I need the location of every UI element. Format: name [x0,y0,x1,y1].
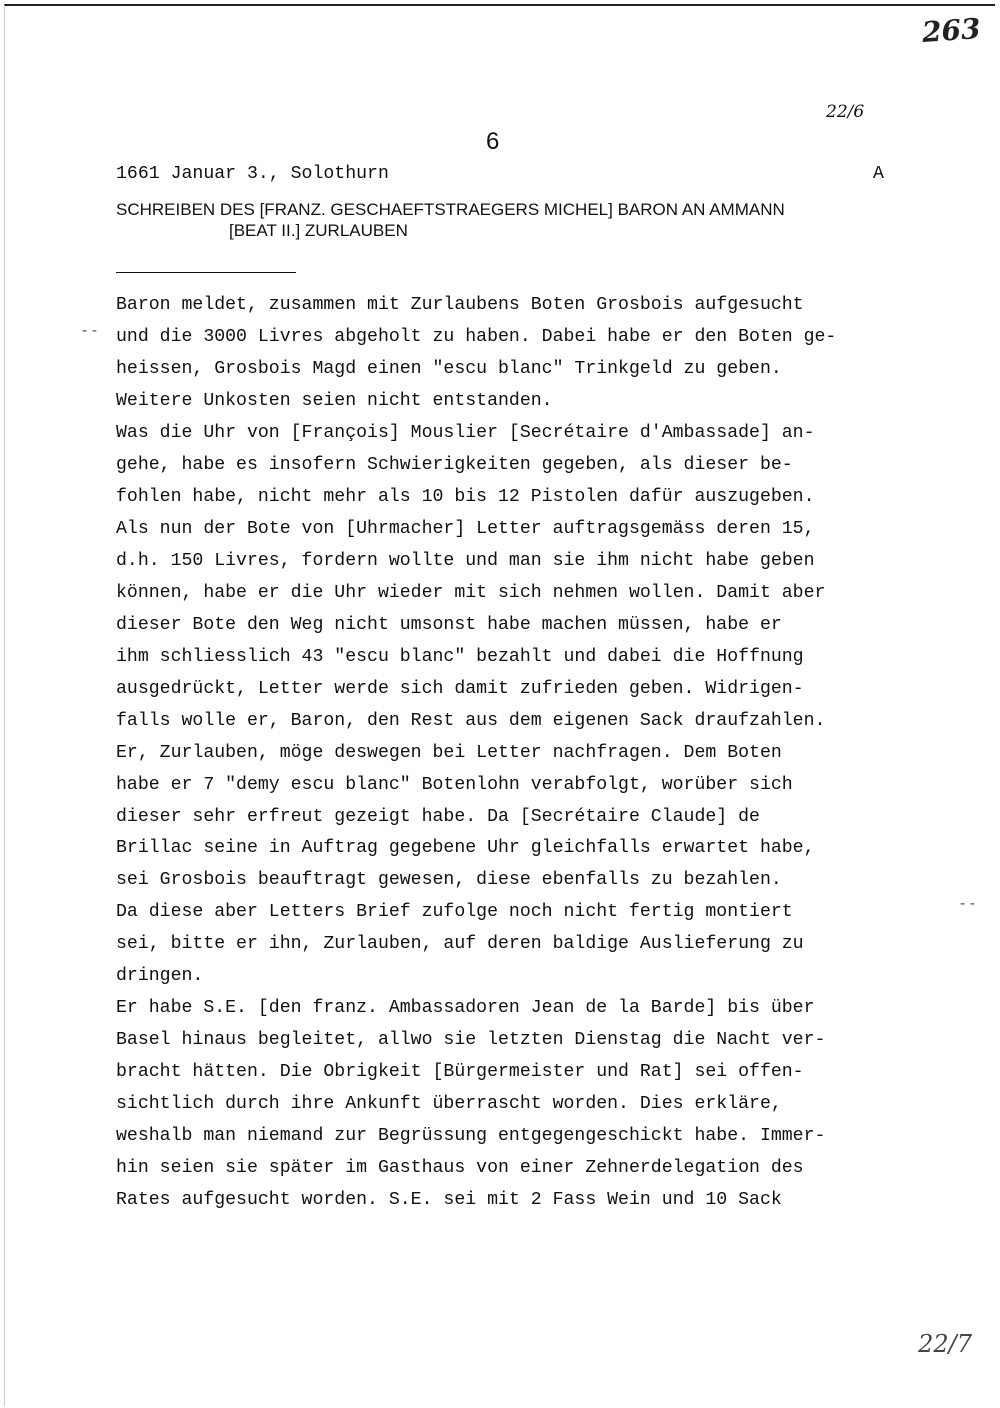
text-line: können, habe er die Uhr wieder mit sich nehmen wollen. Damit aber [116,582,826,603]
text-line: hin seien sie später im Gasthaus von einer Zehnerdelegation des [116,1158,804,1179]
text-line: Als nun der Bote von [Uhrmacher] Letter auftragsgemäss deren 15, [116,518,815,539]
text-line: Er, Zurlauben, möge deswegen bei Letter nachfragen. Dem Boten [116,742,782,763]
margin-dash-right: - - [960,895,976,912]
header-rule [116,272,296,273]
text-line: und die 3000 Livres abgeholt zu haben. Dabei habe er den Boten ge- [116,326,837,347]
text-line: sei Grosbois beauftragt gewesen, diese ebenfalls zu bezahlen. [116,870,782,891]
text-line: ausgedrückt, Letter werde sich damit zufrieden geben. Widrigen- [116,678,804,699]
document-reference: 22/6 [826,102,865,122]
text-line: sichtlich durch ihre Ankunft überrascht worden. Dies erkläre, [116,1094,782,1115]
text-line: Was die Uhr von [François] Mouslier [Secrétaire d'Ambassade] an- [116,422,815,443]
text-line: falls wolle er, Baron, den Rest aus dem eigenen Sack draufzahlen. [116,710,826,731]
document-title [116,199,785,241]
text-line: d.h. 150 Livres, fordern wollte und man sie ihm nicht habe geben [116,550,815,571]
archive-folio-number: 263 [920,12,982,49]
title-line-2: [BEAT II.] ZURLAUBEN [229,221,408,240]
text-line: weshalb man niemand zur Begrüssung entgegengeschickt habe. Immer- [116,1126,826,1147]
text-line: heissen, Grosbois Magd einen "escu blanc" Trinkgeld zu geben. [116,358,782,379]
text-line: fohlen habe, nicht mehr als 10 bis 12 Pistolen dafür auszugeben. [116,486,815,507]
text-line: dieser sehr erfreut gezeigt habe. Da [Secrétaire Claude] de [116,806,760,827]
text-line: Da diese aber Letters Brief zufolge noch nicht fertig montiert [116,902,793,923]
page-number: 6 [486,128,500,155]
text-line: Basel hinaus begleitet, allwo sie letzten Dienstag die Nacht ver- [116,1030,826,1051]
text-line: ihm schliesslich 43 "escu blanc" bezahlt und dabei die Hoffnung [116,646,804,667]
letter-marker: A [873,164,884,184]
text-line: bracht hätten. Die Obrigkeit [Bürgermeister und Rat] sei offen- [116,1062,804,1083]
next-page-reference: 22/7 [918,1330,972,1358]
text-line: dringen. [116,966,204,987]
margin-dash-left: - - [82,322,98,339]
title-line-1: SCHREIBEN DES [FRANZ. GESCHAEFTSTRAEGERS MICHEL] BARON AN AMMANN [116,200,785,219]
text-line: Rates aufgesucht worden. S.E. sei mit 2 Fass Wein und 10 Sack [116,1190,782,1211]
summary-text [116,290,916,1217]
text-line: sei, bitte er ihn, Zurlauben, auf deren baldige Auslieferung zu [116,934,804,955]
text-line: Er habe S.E. [den franz. Ambassadoren Jean de la Barde] bis über [116,998,815,1019]
text-line: dieser Bote den Weg nicht umsonst habe machen müssen, habe er [116,614,782,635]
text-line: Weitere Unkosten seien nicht entstanden. [116,390,553,411]
text-line: habe er 7 "demy escu blanc" Botenlohn verabfolgt, worüber sich [116,774,793,795]
text-line: Baron meldet, zusammen mit Zurlaubens Boten Grosbois aufgesucht [116,295,804,315]
text-line: Brillac seine in Auftrag gegebene Uhr gleichfalls erwartet habe, [116,838,815,859]
text-line: gehe, habe es insofern Schwierigkeiten gegeben, als dieser be- [116,454,793,475]
date-place-line: 1661 Januar 3., Solothurn [116,164,389,184]
